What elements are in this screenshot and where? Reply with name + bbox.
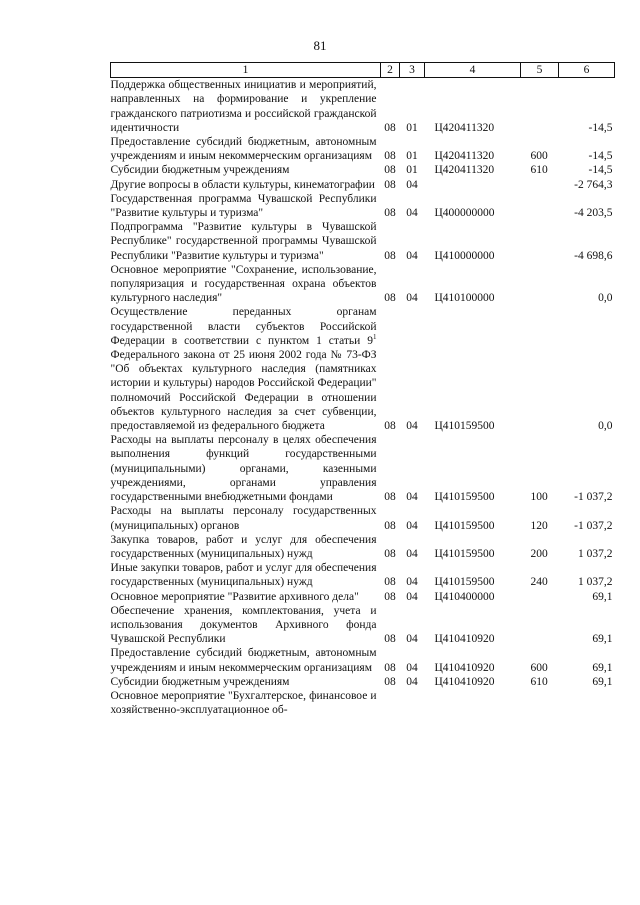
row-name: Другие вопросы в области культуры, кинематографии — [110, 178, 375, 191]
row-section: 08 — [384, 576, 396, 589]
row-name: Субсидии бюджетным учреждениям — [110, 164, 290, 177]
row-name: Расходы на выплаты персоналу государственных (муниципальных) органов — [110, 505, 377, 532]
row-name: Расходы на выплаты персоналу в целях обеспечения выполнения функций государственными (муниципальными) органами, казенными учреждениями, органами управления государственными внебюджетными фондами — [110, 434, 377, 504]
row-target-code: Ц410159500 — [434, 420, 495, 433]
table-row — [111, 533, 615, 561]
row-expense-type — [521, 178, 559, 192]
row-subsection: 01 — [406, 164, 418, 177]
row-expense-type: 120 — [530, 519, 548, 532]
row-target-code: Ц400000000 — [434, 207, 495, 220]
row-amount: -1 037,2 — [574, 519, 613, 532]
row-subsection: 04 — [406, 576, 418, 589]
row-subsection: 04 — [406, 491, 418, 504]
row-expense-type — [521, 305, 559, 433]
row-expense-type — [521, 689, 559, 717]
row-expense-type — [521, 604, 559, 647]
row-name — [111, 305, 381, 433]
row-name: Иные закупки товаров, работ и услуг для обеспечения государственных (муниципальных) нужд — [110, 562, 377, 589]
row-name: Основное мероприятие "Бухгалтерское, финансовое и хозяйственно-эксплуатационное об- — [110, 689, 377, 717]
row-subsection: 04 — [406, 292, 418, 305]
table-row — [111, 135, 615, 163]
row-section: 08 — [384, 519, 396, 532]
row-amount: 0,0 — [598, 420, 613, 433]
table-row — [111, 178, 615, 192]
row-section: 08 — [384, 178, 396, 191]
column-header-subsection: 3 — [400, 63, 425, 78]
superscript-marker: 1 — [373, 333, 377, 342]
row-expense-type: 600 — [530, 661, 548, 674]
row-target-code: Ц410400000 — [434, 590, 495, 603]
row-name-text: Осуществление переданных органам государственной власти субъектов Российской Федерации в соответствии с пунктом 1 статьи 9 — [110, 306, 377, 347]
row-subsection — [400, 689, 425, 717]
row-target-code: Ц410000000 — [434, 249, 495, 262]
row-subsection: 04 — [406, 420, 418, 433]
row-subsection: 04 — [406, 207, 418, 220]
row-amount: -4 698,6 — [574, 249, 613, 262]
row-section: 08 — [384, 590, 396, 603]
row-subsection: 04 — [406, 590, 418, 603]
budget-table — [110, 62, 615, 717]
row-target-code: Ц420411320 — [434, 150, 495, 163]
row-section: 08 — [384, 661, 396, 674]
row-amount: 69,1 — [592, 590, 613, 603]
row-target-code: Ц420411320 — [434, 121, 495, 134]
row-target-code: Ц410410920 — [434, 633, 495, 646]
row-target-code: Ц410159500 — [434, 547, 495, 560]
row-name-text-continued: Федерального закона от 25 июня 2002 года № 73-ФЗ "Об объектах культурного наследия (памятниках истории и культуры) народов Российской Федерации" полномочий Российской Федерации в отношении объектов культурного наследия за счет субвенции, предоставляемой из федерального бюджета — [110, 349, 377, 433]
row-amount: 69,1 — [592, 633, 613, 646]
row-subsection: 04 — [406, 547, 418, 560]
row-amount — [559, 689, 615, 717]
column-header-amount: 6 — [559, 63, 615, 78]
row-expense-type — [521, 220, 559, 263]
row-target-code: Ц410159500 — [434, 491, 495, 504]
row-section: 08 — [384, 249, 396, 262]
row-target-code — [425, 689, 521, 717]
row-amount: 1 037,2 — [578, 547, 613, 560]
row-name: Основное мероприятие "Сохранение, использование, популяризация и государственная охрана объектов культурного наследия" — [110, 263, 377, 305]
table-row — [111, 220, 615, 263]
row-name: Государственная программа Чувашской Республики "Развитие культуры и туризма" — [110, 192, 377, 220]
row-expense-type: 100 — [530, 491, 548, 504]
row-subsection: 04 — [406, 178, 418, 191]
row-name: Предоставление субсидий бюджетным, автономным учреждениям и иным некоммерческим организациям — [110, 136, 377, 163]
row-target-code: Ц410100000 — [434, 292, 495, 305]
row-expense-type — [521, 192, 559, 220]
row-amount: 69,1 — [592, 675, 613, 688]
table-row — [111, 504, 615, 532]
row-name: Субсидии бюджетным учреждениям — [110, 675, 290, 688]
row-name: Закупка товаров, работ и услуг для обеспечения государственных (муниципальных) нужд — [110, 533, 377, 560]
table-row — [111, 163, 615, 177]
row-section: 08 — [384, 150, 396, 163]
table-row — [111, 305, 615, 433]
row-amount: -14,5 — [588, 150, 613, 163]
row-subsection: 04 — [406, 661, 418, 674]
row-section: 08 — [384, 547, 396, 560]
row-target-code: Ц420411320 — [434, 164, 495, 177]
row-subsection: 04 — [406, 633, 418, 646]
row-expense-type: 600 — [530, 150, 548, 163]
row-name: Поддержка общественных инициатив и мероприятий, направленных на формирование и укрепление гражданского патриотизма и российской гражданской идентичности — [110, 79, 377, 134]
row-name: Основное мероприятие "Развитие архивного дела" — [110, 590, 359, 603]
row-name: Обеспечение хранения, комплектования, учета и использования документов Архивного фонда Чувашской Республики — [110, 604, 377, 646]
row-section — [381, 689, 400, 717]
row-section: 08 — [384, 633, 396, 646]
table-row — [111, 78, 615, 135]
row-subsection: 01 — [406, 150, 418, 163]
row-name: Подпрограмма "Развитие культуры в Чувашской Республике" государственной программы Чувашской Республики "Развитие культуры и туризма" — [110, 221, 377, 262]
row-amount: 0,0 — [598, 292, 613, 305]
column-header-expense-type: 5 — [521, 63, 559, 78]
column-header-target-code: 4 — [425, 63, 521, 78]
table-row — [111, 590, 615, 604]
row-amount: -2 764,3 — [574, 178, 613, 191]
row-expense-type — [521, 263, 559, 306]
row-expense-type: 610 — [530, 164, 548, 177]
table-row — [111, 433, 615, 504]
row-subsection: 01 — [406, 121, 418, 134]
row-target-code: Ц410410920 — [434, 661, 495, 674]
row-amount: -14,5 — [588, 164, 613, 177]
row-name: Предоставление субсидий бюджетным, автономным учреждениям и иным некоммерческим организациям — [110, 647, 377, 674]
row-subsection: 04 — [406, 675, 418, 688]
row-expense-type — [521, 78, 559, 135]
row-target-code: Ц410159500 — [434, 519, 495, 532]
row-expense-type: 200 — [530, 547, 548, 560]
row-section: 08 — [384, 491, 396, 504]
table-header-row — [111, 63, 615, 78]
row-section: 08 — [384, 292, 396, 305]
row-expense-type: 240 — [530, 576, 548, 589]
row-subsection: 04 — [406, 249, 418, 262]
row-section: 08 — [384, 207, 396, 220]
column-header-name: 1 — [111, 63, 381, 78]
row-target-code: Ц410410920 — [434, 675, 495, 688]
table-row — [111, 192, 615, 220]
table-row — [111, 675, 615, 689]
column-header-section: 2 — [381, 63, 400, 78]
page-number: 81 — [313, 38, 327, 53]
row-section: 08 — [384, 420, 396, 433]
row-amount: 1 037,2 — [578, 576, 613, 589]
row-target-code — [425, 178, 521, 192]
row-amount: 69,1 — [592, 661, 613, 674]
row-target-code: Ц410159500 — [434, 576, 495, 589]
row-expense-type: 610 — [530, 675, 548, 688]
table-row — [111, 604, 615, 647]
table-row — [111, 263, 615, 306]
row-amount: -14,5 — [588, 121, 613, 134]
row-expense-type — [521, 590, 559, 604]
row-subsection: 04 — [406, 519, 418, 532]
table-row — [111, 689, 615, 717]
row-section: 08 — [384, 121, 396, 134]
table-row — [111, 646, 615, 674]
row-amount: -4 203,5 — [574, 207, 613, 220]
table-row — [111, 561, 615, 589]
row-section: 08 — [384, 164, 396, 177]
row-amount: -1 037,2 — [574, 491, 613, 504]
row-section: 08 — [384, 675, 396, 688]
